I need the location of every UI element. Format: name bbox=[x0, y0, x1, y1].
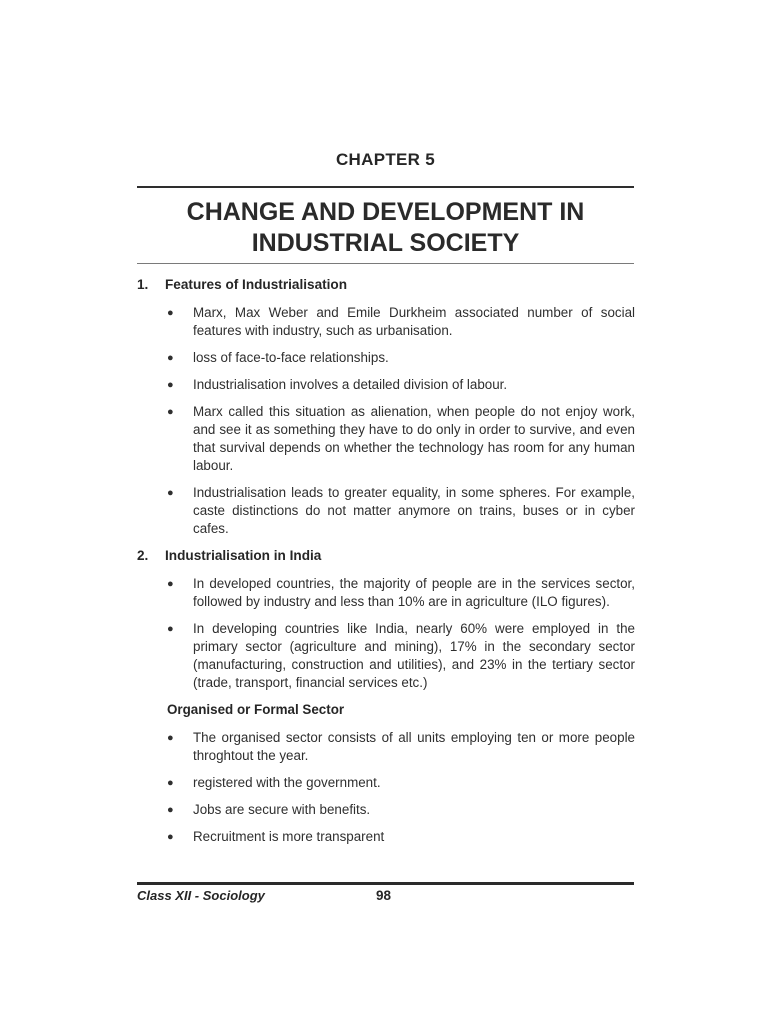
section-heading bbox=[137, 276, 635, 294]
chapter-title bbox=[137, 197, 634, 259]
list-item-text: Industrialisation involves a detailed division of labour. bbox=[193, 377, 508, 392]
list-item bbox=[137, 403, 635, 475]
chapter-content bbox=[137, 276, 635, 855]
title-divider bbox=[137, 263, 634, 264]
chapter-title-line-2: INDUSTRIAL SOCIETY bbox=[251, 229, 520, 257]
chapter-title-line-1: CHANGE AND DEVELOPMENT IN bbox=[186, 198, 585, 226]
bullet-icon: ● bbox=[167, 777, 174, 789]
chapter-label: CHAPTER 5 bbox=[335, 150, 436, 169]
list-item-text: In developing countries like India, nearly 60% were employed in the primary sector (agriculture and mining), 17% in the secondary sector (manufacturing, construction and utilities), and 23% in the tertiary sector (trade, transport, financial services etc.) bbox=[193, 621, 635, 690]
list-item-text: Marx called this situation as alienation, when people do not enjoy work, and see it as something they have to do only in order to survive, and even that survival depends on whether the technology has room for any human labour. bbox=[193, 404, 635, 473]
list-item-text: In developed countries, the majority of people are in the services sector, followed by industry and less than 10% are in agriculture (ILO figures). bbox=[193, 576, 635, 609]
section-title: Industrialisation in India bbox=[165, 548, 322, 563]
bullet-icon: ● bbox=[167, 623, 174, 635]
bullet-icon: ● bbox=[167, 831, 174, 843]
list-item bbox=[137, 729, 635, 765]
list-item bbox=[137, 304, 635, 340]
subsection-heading: Organised or Formal Sector bbox=[167, 702, 345, 717]
list-item bbox=[137, 620, 635, 692]
list-item-text: Recruitment is more transparent bbox=[193, 829, 385, 844]
list-item-text: Jobs are secure with benefits. bbox=[193, 802, 371, 817]
list-item bbox=[137, 575, 635, 611]
list-item-text: Marx, Max Weber and Emile Durkheim associated number of social features with industry, such as urbanisation. bbox=[193, 305, 635, 338]
list-item-text: The organised sector consists of all units employing ten or more people throghtout the year. bbox=[193, 730, 635, 763]
list-item bbox=[137, 376, 635, 394]
section-number: 2. bbox=[137, 548, 149, 563]
bullet-icon: ● bbox=[167, 406, 174, 418]
footer-book-title: Class XII - Sociology bbox=[137, 888, 265, 903]
bullet-list bbox=[137, 729, 635, 846]
list-item-text: loss of face-to-face relationships. bbox=[193, 350, 389, 365]
list-item-text: Industrialisation leads to greater equality, in some spheres. For example, caste distinctions do not matter anymore on trains, buses or in cyber cafes. bbox=[193, 485, 635, 536]
bullet-icon: ● bbox=[167, 732, 174, 744]
section-title: Features of Industrialisation bbox=[165, 277, 348, 292]
section-heading bbox=[137, 547, 635, 565]
list-item bbox=[137, 828, 635, 846]
bullet-icon: ● bbox=[167, 578, 174, 590]
list-item bbox=[137, 774, 635, 792]
bullet-icon: ● bbox=[167, 379, 174, 391]
list-item-text: registered with the government. bbox=[193, 775, 381, 790]
bullet-icon: ● bbox=[167, 804, 174, 816]
bullet-icon: ● bbox=[167, 487, 174, 499]
bullet-list bbox=[137, 304, 635, 538]
section-number: 1. bbox=[137, 277, 149, 292]
list-item bbox=[137, 349, 635, 367]
bullet-icon: ● bbox=[167, 352, 174, 364]
chapter-divider bbox=[137, 186, 634, 188]
bullet-list bbox=[137, 575, 635, 692]
page-number: 98 bbox=[376, 888, 392, 903]
bullet-icon: ● bbox=[167, 307, 174, 319]
list-item bbox=[137, 484, 635, 538]
footer-divider bbox=[137, 882, 634, 885]
list-item bbox=[137, 801, 635, 819]
